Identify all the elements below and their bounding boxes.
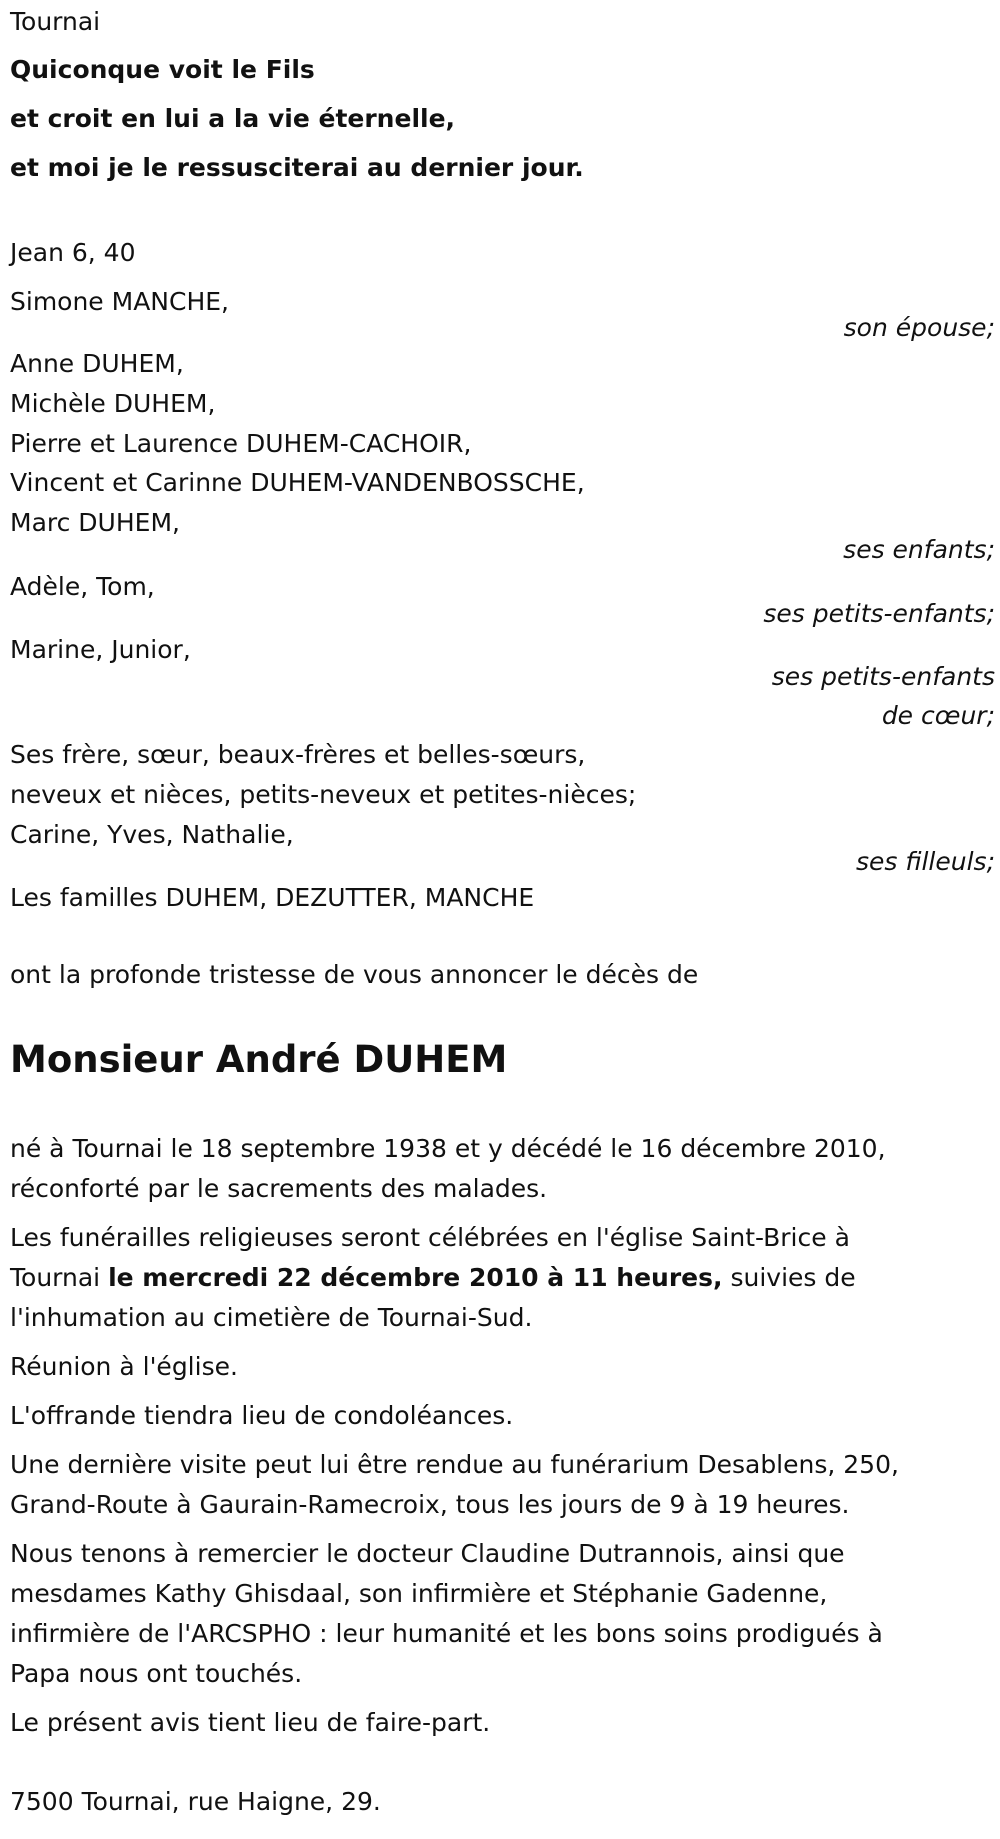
funeral-line-1: Les funérailles religieuses seront célébrées en l'église Saint-Brice à (10, 1223, 850, 1252)
thanks-line-2: mesdames Kathy Ghisdaal, son infirmière et Stéphanie Gadenne, (10, 1579, 828, 1608)
deceased-name: Monsieur André DUHEM (10, 1038, 508, 1081)
faire-part-notice: Le présent avis tient lieu de faire-part. (10, 1708, 491, 1737)
address: 7500 Tournai, rue Haigne, 29. (10, 1787, 381, 1816)
announcement: ont la profonde tristesse de vous annoncer le décès de (10, 960, 699, 989)
thanks-line-3: infirmière de l'ARCSPHO : leur humanité et les bons soins prodigués à (10, 1619, 883, 1648)
verse-line-2: et croit en lui a la vie éternelle, (10, 104, 456, 133)
godchildren-relation: ses filleuls; (855, 847, 995, 876)
verse-line-1: Quiconque voit le Fils (10, 55, 315, 84)
child-2: Michèle DUHEM, (10, 389, 216, 418)
funeral-line-3: l'inhumation au cimetière de Tournai-Sud. (10, 1303, 533, 1332)
offering-notice: L'offrande tiendra lieu de condoléances. (10, 1401, 514, 1430)
birth-line-2: réconforté par le sacrements des malades. (10, 1174, 548, 1203)
child-4: Vincent et Carinne DUHEM-VANDENBOSSCHE, (10, 468, 585, 497)
location: Tournai (10, 7, 101, 36)
siblings-line-1: Ses frère, sœur, beaux-frères et belles-sœurs, (10, 740, 586, 769)
spouse-name: Simone MANCHE, (10, 287, 230, 316)
spouse-relation: son épouse; (843, 313, 995, 342)
heart-grandchildren-relation-2: de cœur; (881, 701, 995, 730)
funeral-date-time: le mercredi 22 décembre 2010 à 11 heures, (108, 1263, 723, 1292)
godchildren-names: Carine, Yves, Nathalie, (10, 820, 294, 849)
child-5: Marc DUHEM, (10, 508, 180, 537)
meeting-notice: Réunion à l'église. (10, 1352, 238, 1381)
children-relation: ses enfants; (843, 535, 995, 564)
birth-line-1: né à Tournai le 18 septembre 1938 et y décédé le 16 décembre 2010, (10, 1134, 886, 1163)
families: Les familles DUHEM, DEZUTTER, MANCHE (10, 883, 535, 912)
visit-line-2: Grand-Route à Gaurain-Ramecroix, tous les jours de 9 à 19 heures. (10, 1490, 850, 1519)
siblings-line-2: neveux et nièces, petits-neveux et petites-nièces; (10, 780, 637, 809)
grandchildren-relation: ses petits-enfants; (763, 599, 995, 628)
verse-line-3: et moi je le ressusciterai au dernier jour. (10, 153, 584, 182)
thanks-line-1: Nous tenons à remercier le docteur Claudine Dutrannois, ainsi que (10, 1539, 845, 1568)
thanks-line-4: Papa nous ont touchés. (10, 1659, 303, 1688)
funeral-line-2-pre: Tournai (10, 1263, 109, 1292)
child-3: Pierre et Laurence DUHEM-CACHOIR, (10, 429, 472, 458)
heart-grandchildren-names: Marine, Junior, (10, 635, 191, 664)
visit-line-1: Une dernière visite peut lui être rendue au funérarium Desablens, 250, (10, 1450, 899, 1479)
grandchildren-names: Adèle, Tom, (10, 572, 155, 601)
funeral-line-2 (10, 1258, 856, 1298)
heart-grandchildren-relation-1: ses petits-enfants (771, 662, 995, 691)
child-1: Anne DUHEM, (10, 349, 184, 378)
funeral-line-2-post: suivies de (722, 1263, 856, 1292)
verse-reference: Jean 6, 40 (10, 238, 136, 267)
